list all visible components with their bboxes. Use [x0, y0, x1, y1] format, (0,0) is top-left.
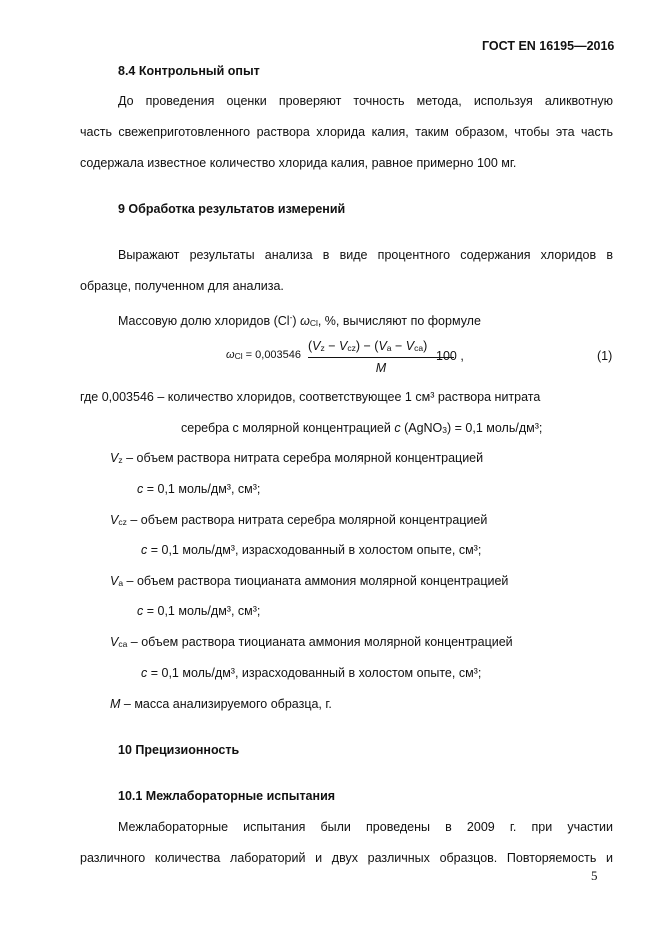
text-run: , %, вычисляют по формуле: [317, 314, 481, 328]
variable: c: [141, 666, 148, 680]
math-run: ) − (: [355, 339, 379, 353]
variable: V: [312, 339, 321, 353]
math-run: (: [308, 339, 313, 353]
heading-10: 10 Прецизионность: [118, 743, 240, 757]
paragraph-line: [118, 309, 481, 331]
variable: V: [110, 451, 119, 465]
omega-symbol: ω: [226, 349, 235, 361]
text-run: серебра с молярной концентрацией: [181, 421, 395, 435]
page-number: 5: [591, 868, 598, 883]
variable: M: [110, 697, 121, 711]
paragraph-line: Межлабораторные испытания были проведены в 2009 г. при участии: [118, 820, 613, 834]
subscript: 3: [442, 425, 448, 435]
variable: c: [137, 604, 144, 618]
where-line: [181, 420, 542, 438]
paragraph-line: часть свежеприготовленного раствора хлорида калия, таким образом, чтобы эта часть: [80, 125, 613, 139]
text-run: ): [292, 314, 301, 328]
paragraph-line: образце, полученном для анализа.: [80, 279, 284, 293]
definition-va: [110, 573, 508, 591]
math-run: ): [423, 339, 428, 353]
omega-symbol: ω: [300, 314, 310, 328]
heading-10-1: 10.1 Межлабораторные испытания: [118, 789, 336, 803]
variable: c: [394, 421, 401, 435]
text-run: = 0,1 моль/дм³, израсходованный в холостом опыте, см³;: [147, 666, 482, 680]
text-run: – объем раствора нитрата серебра молярной концентрацией: [126, 513, 488, 527]
paragraph-line: Выражают результаты анализа в виде процентного содержания хлоридов в: [118, 248, 613, 262]
text-run: = 0,1 моль/дм³, см³;: [143, 604, 261, 618]
variable: V: [110, 635, 119, 649]
denominator: M: [375, 361, 387, 375]
subscript: cz: [347, 343, 356, 353]
heading-8-4: 8.4 Контрольный опыт: [118, 64, 260, 78]
paragraph-line: До проведения оценки проверяют точность метода, используя аликвотную: [118, 94, 613, 108]
definition-va-cont: [137, 603, 260, 619]
formula-tail: 100 ,: [436, 349, 464, 363]
math-run: −: [324, 339, 340, 353]
text-run: – объем раствора нитрата серебра молярной концентрацией: [122, 451, 484, 465]
heading-9: 9 Обработка результатов измерений: [118, 202, 346, 216]
subscript: Cl: [234, 351, 243, 361]
definition-vcz: [110, 512, 487, 530]
text-run: – масса анализируемого образца, г.: [120, 697, 332, 711]
definition-vz: [110, 450, 483, 468]
subscript: a: [386, 343, 392, 353]
variable: V: [110, 513, 119, 527]
where-line: где 0,003546 – количество хлоридов, соответствующее 1 см³ раствора нитрата: [80, 390, 541, 404]
formula: [226, 338, 586, 378]
variable: V: [405, 339, 415, 353]
equation-number: (1): [597, 349, 613, 363]
paragraph-line: различного количества лабораторий и двух различных образцов. Повторяемость и: [80, 851, 613, 865]
formula-lhs: [226, 349, 301, 361]
text-run: (AgNO: [400, 421, 443, 435]
variable: c: [137, 482, 144, 496]
definition-vz-cont: [137, 481, 260, 497]
definition-vca-cont: [141, 665, 481, 681]
subscript: ca: [414, 343, 424, 353]
text-run: – объем раствора тиоцианата аммония молярной концентрацией: [127, 635, 513, 649]
fraction-bar: [308, 357, 454, 358]
subscript: z: [320, 343, 325, 353]
running-header: ГОСТ EN 16195—2016: [482, 39, 615, 53]
text-run: – объем раствора тиоцианата аммония молярной концентрацией: [123, 574, 509, 588]
subscript: Cl: [309, 318, 318, 328]
subscript: z: [118, 455, 123, 465]
text-run: = 0,1 моль/дм³, см³;: [143, 482, 261, 496]
paragraph-line: содержала известное количество хлорида калия, равное примерно 100 мг.: [80, 156, 517, 170]
coefficient: = 0,003546: [242, 349, 302, 361]
subscript: a: [118, 578, 124, 588]
math-run: −: [391, 339, 406, 353]
definition-vcz-cont: [141, 542, 481, 558]
variable: V: [110, 574, 119, 588]
text-run: ) = 0,1 моль/дм³;: [447, 421, 543, 435]
variable: V: [339, 339, 348, 353]
subscript: cz: [118, 517, 127, 527]
variable: c: [141, 543, 148, 557]
definition-m: [110, 696, 332, 712]
text-run: Массовую долю хлоридов (Cl: [118, 314, 290, 328]
definition-vca: [110, 634, 513, 652]
superscript: -: [289, 312, 293, 322]
subscript: ca: [118, 639, 128, 649]
text-run: = 0,1 моль/дм³, израсходованный в холостом опыте, см³;: [147, 543, 482, 557]
variable: V: [378, 339, 387, 353]
